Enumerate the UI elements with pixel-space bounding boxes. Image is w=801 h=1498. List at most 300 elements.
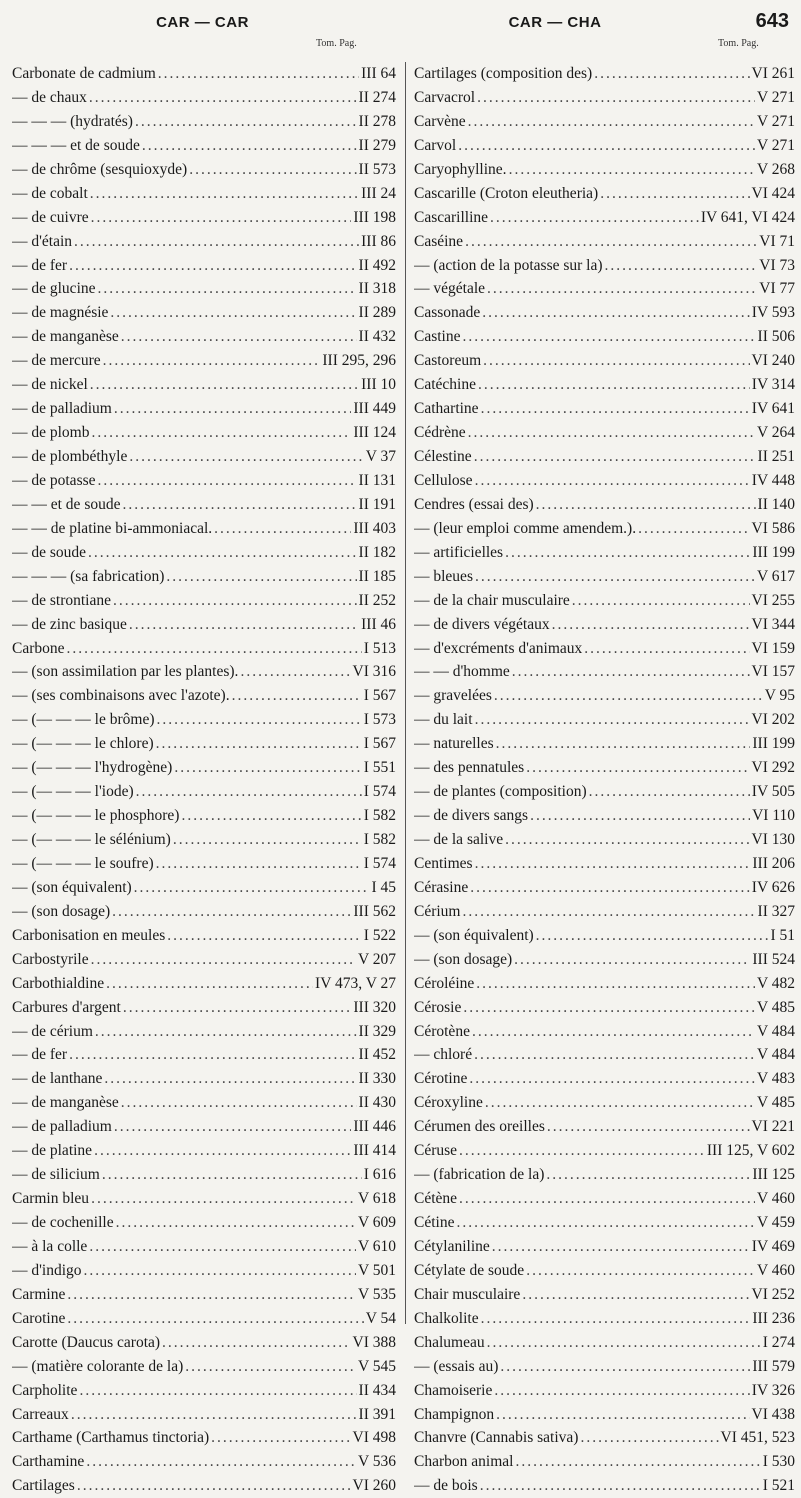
entry-reference: III 449 (353, 400, 396, 418)
entry-reference: I 616 (363, 1166, 396, 1184)
leader-dots (485, 1091, 755, 1115)
entry-term: Cétène (414, 1190, 458, 1208)
entry-reference: VI 438 (751, 1405, 795, 1423)
leader-dots (158, 62, 359, 86)
leader-dots (129, 613, 359, 637)
entry-term: — végétale (414, 280, 486, 298)
entry-term: — de plombéthyle (12, 448, 128, 465)
index-entry (414, 1211, 795, 1235)
entry-reference: II 278 (358, 112, 396, 130)
entry-reference: VI 292 (751, 759, 795, 777)
entry-term: — de glucine (12, 280, 96, 298)
index-entry (414, 301, 795, 325)
entry-reference: I 51 (770, 926, 795, 944)
entry-term: — d'indigo (12, 1261, 82, 1279)
entry-reference: VI 77 (759, 280, 795, 298)
entry-term: Carvacrol (414, 88, 476, 106)
index-entry (414, 1379, 795, 1403)
entry-reference: V 271 (756, 112, 795, 130)
entry-reference: II 430 (358, 1094, 396, 1112)
entry-term: Cétylate de soude (414, 1261, 525, 1279)
leader-dots (103, 349, 321, 373)
leader-dots (89, 1235, 356, 1259)
index-entry (12, 182, 396, 206)
entry-reference: II 432 (358, 328, 396, 346)
leader-dots (481, 397, 750, 421)
index-entry (12, 684, 396, 708)
index-entry (12, 1379, 396, 1403)
leader-dots (77, 1474, 351, 1498)
entry-reference: V 535 (357, 1285, 396, 1303)
leader-dots (514, 948, 750, 972)
index-entry (12, 972, 396, 996)
index-entry (414, 1235, 795, 1259)
leader-dots (181, 804, 361, 828)
leader-dots (594, 62, 749, 86)
entry-term: Cérotine (414, 1070, 468, 1088)
entry-reference: VI 240 (751, 352, 795, 370)
entry-term: — (fabrication de la) (414, 1166, 545, 1184)
index-entry (12, 948, 396, 972)
index-entry (414, 493, 795, 517)
tome-page-label-right: Tom. Pag. (718, 38, 759, 49)
entry-reference: VI 261 (751, 65, 795, 82)
entry-reference: VI 110 (752, 807, 795, 825)
leader-dots (89, 86, 357, 110)
index-entry (12, 62, 396, 86)
leader-dots (494, 684, 763, 708)
entry-term: — (— — — le sélénium) (12, 831, 171, 848)
leader-dots (211, 1426, 350, 1450)
entry-term: Cathartine (414, 400, 479, 418)
leader-dots (459, 1187, 755, 1211)
entry-reference: V 484 (756, 1022, 795, 1040)
entry-reference: I 274 (762, 1333, 795, 1351)
index-entry (12, 708, 396, 732)
leader-dots (121, 325, 357, 349)
index-entry (414, 780, 795, 804)
entry-term: — de chrôme (sesquioxyde) (12, 160, 188, 178)
index-entry (414, 421, 795, 445)
entry-term: Céroléine (414, 974, 475, 992)
entry-reference: III 24 (361, 184, 396, 202)
leader-dots (546, 1163, 750, 1187)
leader-dots (487, 1331, 761, 1355)
entry-term: — de plantes (composition) (414, 783, 587, 801)
entry-term: Catéchine (414, 376, 476, 394)
entry-term: Cascarille (Croton eleutheria) (414, 184, 599, 202)
entry-term: Cérasine (414, 878, 469, 896)
leader-dots (122, 493, 356, 517)
entry-term: Cartilages (12, 1477, 75, 1495)
entry-term: Carmine (12, 1285, 66, 1303)
entry-term: — — — (sa fabrication) (12, 567, 165, 585)
entry-term: — — — et de soude (12, 136, 140, 154)
entry-term: Champignon (414, 1405, 495, 1423)
entry-reference: V 484 (756, 1046, 795, 1064)
entry-term: Castoreum (414, 352, 482, 370)
entry-reference: III 206 (752, 854, 795, 872)
entry-term: Carbone (12, 639, 65, 657)
index-entry (12, 1115, 396, 1139)
entry-reference: I 521 (762, 1477, 795, 1495)
index-entry (12, 780, 396, 804)
leader-dots (189, 158, 356, 182)
entry-term: — naturelles (414, 735, 494, 753)
index-entry (414, 1020, 795, 1044)
index-entry (12, 924, 396, 948)
entry-term: — gravelées (414, 687, 492, 705)
index-entry (12, 637, 396, 661)
entry-reference: II 185 (358, 567, 396, 585)
leader-dots (94, 1139, 351, 1163)
leader-dots (475, 469, 750, 493)
entry-reference: VI 255 (751, 591, 795, 609)
entry-term: — (— — — le chlore) (12, 735, 154, 753)
leader-dots (71, 1403, 357, 1427)
index-entry (414, 1139, 795, 1163)
entry-term: — de fer (12, 1046, 68, 1064)
entry-term: — de divers sangs (414, 807, 529, 825)
index-entry (414, 708, 795, 732)
entry-reference: VI 71 (759, 232, 795, 250)
leader-dots (474, 445, 756, 469)
entry-term: Carbonate de cadmium (12, 65, 156, 82)
entry-reference: V 37 (365, 448, 396, 465)
entry-reference: V 460 (756, 1261, 795, 1279)
leader-dots (480, 1474, 761, 1498)
left-column (12, 62, 396, 1498)
entry-term: Cédrène (414, 424, 466, 442)
entry-reference: III 86 (361, 232, 396, 250)
entry-reference: VI 498 (352, 1429, 396, 1447)
index-entry (12, 110, 396, 134)
entry-term: — de palladium (12, 1118, 112, 1136)
index-entry (12, 349, 396, 373)
entry-reference: VI 388 (352, 1333, 396, 1351)
leader-dots (496, 1403, 749, 1427)
leader-dots (512, 660, 750, 684)
index-entry (414, 373, 795, 397)
index-entry (12, 86, 396, 110)
entry-term: Carthamine (12, 1453, 85, 1471)
entry-term: Carbostyrile (12, 950, 89, 968)
index-entry (414, 182, 795, 206)
entry-reference: VI 344 (751, 615, 795, 633)
entry-reference: I 45 (371, 878, 396, 896)
entry-reference: VI 586 (751, 519, 795, 537)
index-entry (12, 158, 396, 182)
entry-reference: V 609 (357, 1214, 396, 1231)
entry-reference: III 295, 296 (322, 352, 396, 370)
leader-dots (113, 589, 357, 613)
leader-dots (106, 972, 313, 996)
leader-dots (530, 804, 750, 828)
entry-term: — (son assimilation par les plantes). (12, 663, 239, 681)
entry-reference: I 582 (363, 807, 396, 825)
entry-term: Caséine (414, 232, 464, 250)
entry-term: — (— — — le brôme) (12, 711, 155, 729)
index-entry (414, 541, 795, 565)
index-entry (12, 996, 396, 1020)
leader-dots (136, 780, 362, 804)
leader-dots (505, 828, 749, 852)
entry-term: — de plomb (12, 424, 90, 442)
entry-reference: VI 159 (751, 639, 795, 657)
entry-term: Centimes (414, 854, 473, 872)
entry-reference: I 574 (363, 854, 396, 872)
entry-reference: VI 252 (751, 1285, 795, 1303)
leader-dots (470, 876, 750, 900)
entry-reference: II 492 (358, 256, 396, 274)
entry-reference: V 610 (357, 1237, 396, 1255)
entry-term: Cartilages (composition des) (414, 65, 593, 82)
entry-term: Chanvre (Cannabis sativa) (414, 1429, 579, 1447)
leader-dots (469, 1067, 755, 1091)
right-running-title: CAR — CHA (508, 14, 602, 31)
entry-term: — de cuivre (12, 208, 89, 226)
index-entry (12, 254, 396, 278)
index-entry (414, 1450, 795, 1474)
entry-reference: III 446 (353, 1118, 396, 1136)
entry-reference: II 140 (757, 495, 795, 513)
entry-term: Chalkolite (414, 1309, 479, 1327)
index-entry (414, 1307, 795, 1331)
index-entry (12, 589, 396, 613)
entry-term: Chalumeau (414, 1333, 485, 1351)
entry-term: — de zinc basique (12, 615, 127, 633)
entry-term: Cassonade (414, 304, 481, 322)
index-entry (12, 1091, 396, 1115)
index-entry (12, 1450, 396, 1474)
leader-dots (492, 1235, 750, 1259)
leader-dots (135, 110, 357, 134)
entry-reference: III 10 (361, 376, 396, 394)
entry-reference: II 131 (358, 471, 396, 489)
leader-dots (526, 756, 749, 780)
entry-reference: II 434 (358, 1381, 396, 1399)
entry-reference: V 95 (764, 687, 795, 705)
entry-term: — de mercure (12, 352, 101, 370)
entry-reference: III 414 (353, 1142, 396, 1160)
index-entry (12, 1211, 396, 1235)
entry-term: Chair musculaire (414, 1285, 521, 1303)
entry-term: Chamoiserie (414, 1381, 493, 1399)
entry-reference: III 236 (752, 1309, 795, 1327)
leader-dots (121, 1091, 357, 1115)
index-entry (12, 469, 396, 493)
index-entry (414, 517, 795, 541)
index-entry (414, 230, 795, 254)
entry-term: Carreaux (12, 1405, 69, 1423)
index-entry (12, 1067, 396, 1091)
leader-dots (67, 1307, 363, 1331)
leader-dots (494, 1379, 749, 1403)
entry-term: Cérosie (414, 998, 462, 1016)
entry-term: — de manganèse (12, 328, 119, 346)
leader-dots (129, 445, 363, 469)
entry-term: — de manganèse (12, 1094, 119, 1112)
entry-reference: VI 157 (751, 663, 795, 681)
entry-reference: V 264 (756, 424, 795, 442)
leader-dots (232, 684, 362, 708)
leader-dots (98, 469, 357, 493)
leader-dots (114, 1115, 352, 1139)
entry-term: — (son équivalent) (12, 878, 132, 896)
leader-dots (79, 1379, 356, 1403)
entry-term: Caryophylline. (414, 160, 507, 178)
index-entry (414, 756, 795, 780)
entry-term: — à la colle (12, 1237, 88, 1255)
entry-term: Cétine (414, 1214, 455, 1231)
leader-dots (459, 1139, 705, 1163)
entry-reference: V 485 (756, 1094, 795, 1112)
page-number: 643 (755, 10, 789, 32)
entry-term: Cétylaniline (414, 1237, 490, 1255)
index-entry (414, 1163, 795, 1187)
index-entry (12, 660, 396, 684)
leader-dots (84, 1259, 356, 1283)
leader-dots (505, 541, 750, 565)
index-entry (12, 230, 396, 254)
entry-term: — — d'homme (414, 663, 510, 681)
entry-term: — de cérium (12, 1022, 93, 1040)
index-entry (12, 1331, 396, 1355)
entry-term: Célestine (414, 448, 472, 465)
index-entry (414, 1091, 795, 1115)
index-entry (414, 948, 795, 972)
index-entry (12, 900, 396, 924)
entry-reference: I 582 (363, 831, 396, 848)
index-entry (414, 972, 795, 996)
leader-dots (496, 732, 751, 756)
index-entry (414, 637, 795, 661)
leader-dots (600, 182, 749, 206)
leader-dots (88, 541, 357, 565)
leader-dots (162, 1331, 350, 1355)
leader-dots (463, 996, 755, 1020)
entry-term: Carotte (Daucus carota) (12, 1333, 161, 1351)
leader-dots (185, 1355, 356, 1379)
entry-term: Carthame (Carthamus tinctoria) (12, 1429, 210, 1447)
leader-dots (67, 637, 362, 661)
left-running-title: CAR — CAR (156, 14, 249, 31)
entry-reference: IV 505 (751, 783, 795, 801)
entry-reference: II 506 (757, 328, 795, 346)
entry-reference: V 485 (756, 998, 795, 1016)
index-entry (12, 1426, 396, 1450)
entry-reference: VI 424 (751, 184, 795, 202)
index-entry (414, 1067, 795, 1091)
leader-dots (458, 134, 755, 158)
leader-dots (74, 230, 359, 254)
index-entry (414, 589, 795, 613)
leader-dots (142, 134, 357, 158)
index-entry (12, 1187, 396, 1211)
entry-reference: VI 202 (751, 711, 795, 729)
leader-dots (481, 1307, 751, 1331)
entry-term: — bleues (414, 567, 473, 585)
entry-reference: II 279 (358, 136, 396, 154)
entry-term: Carvol (414, 136, 457, 154)
leader-dots (536, 493, 756, 517)
leader-dots (156, 852, 362, 876)
leader-dots (475, 852, 751, 876)
entry-term: — de platine (12, 1142, 93, 1160)
entry-reference: II 452 (358, 1046, 396, 1064)
entry-reference: V 482 (756, 974, 795, 992)
leader-dots (91, 948, 356, 972)
index-entry (12, 541, 396, 565)
entry-reference: III 199 (752, 735, 795, 753)
entry-reference: III 524 (752, 950, 795, 968)
leader-dots (67, 1283, 356, 1307)
leader-dots (123, 996, 352, 1020)
index-entry (12, 421, 396, 445)
entry-term: — de bois (414, 1477, 478, 1495)
entry-term: — des pennatules (414, 759, 525, 777)
entry-term: — (action de la potasse sur la) (414, 256, 603, 274)
entry-reference: VI 221 (751, 1118, 795, 1136)
leader-dots (104, 1067, 356, 1091)
leader-dots (522, 1283, 749, 1307)
index-entry (414, 565, 795, 589)
index-entry (12, 1403, 396, 1427)
index-entry (12, 1259, 396, 1283)
entry-term: — de cochenille (12, 1214, 114, 1231)
entry-term: Castine (414, 328, 461, 346)
entry-reference: I 567 (363, 735, 396, 753)
entry-reference: III 199 (752, 543, 795, 561)
leader-dots (156, 732, 362, 756)
leader-dots (214, 517, 351, 541)
entry-term: Cellulose (414, 471, 473, 489)
leader-dots (69, 1043, 356, 1067)
leader-dots (116, 1211, 356, 1235)
entry-term: — (essais au) (414, 1357, 499, 1375)
entry-reference: II 289 (358, 304, 396, 322)
leader-dots (547, 1115, 750, 1139)
entry-reference: II 191 (358, 495, 396, 513)
index-entry (12, 852, 396, 876)
entry-reference: V 501 (357, 1261, 396, 1279)
leader-dots (98, 277, 357, 301)
index-entry (12, 828, 396, 852)
entry-reference: II 251 (757, 448, 795, 465)
entry-term: Cérotène (414, 1022, 470, 1040)
index-entry (12, 1307, 396, 1331)
entry-reference: IV 626 (751, 878, 795, 896)
entry-reference: V 271 (756, 88, 795, 106)
index-entry (12, 1020, 396, 1044)
leader-dots (475, 565, 755, 589)
entry-term: — de cobalt (12, 184, 88, 202)
entry-term: — de fer (12, 256, 68, 274)
entry-reference: VI 73 (759, 256, 795, 274)
index-entry (12, 134, 396, 158)
leader-dots (475, 708, 750, 732)
leader-dots (463, 325, 756, 349)
leader-dots (474, 1043, 755, 1067)
index-entry (414, 110, 795, 134)
entry-reference: II 330 (358, 1070, 396, 1088)
index-entry (414, 1474, 795, 1498)
leader-dots (465, 230, 757, 254)
index-entry (12, 445, 396, 469)
entry-reference: IV 469 (751, 1237, 795, 1255)
entry-reference: III 579 (752, 1357, 795, 1375)
entry-term: — d'excréments d'animaux (414, 639, 583, 657)
